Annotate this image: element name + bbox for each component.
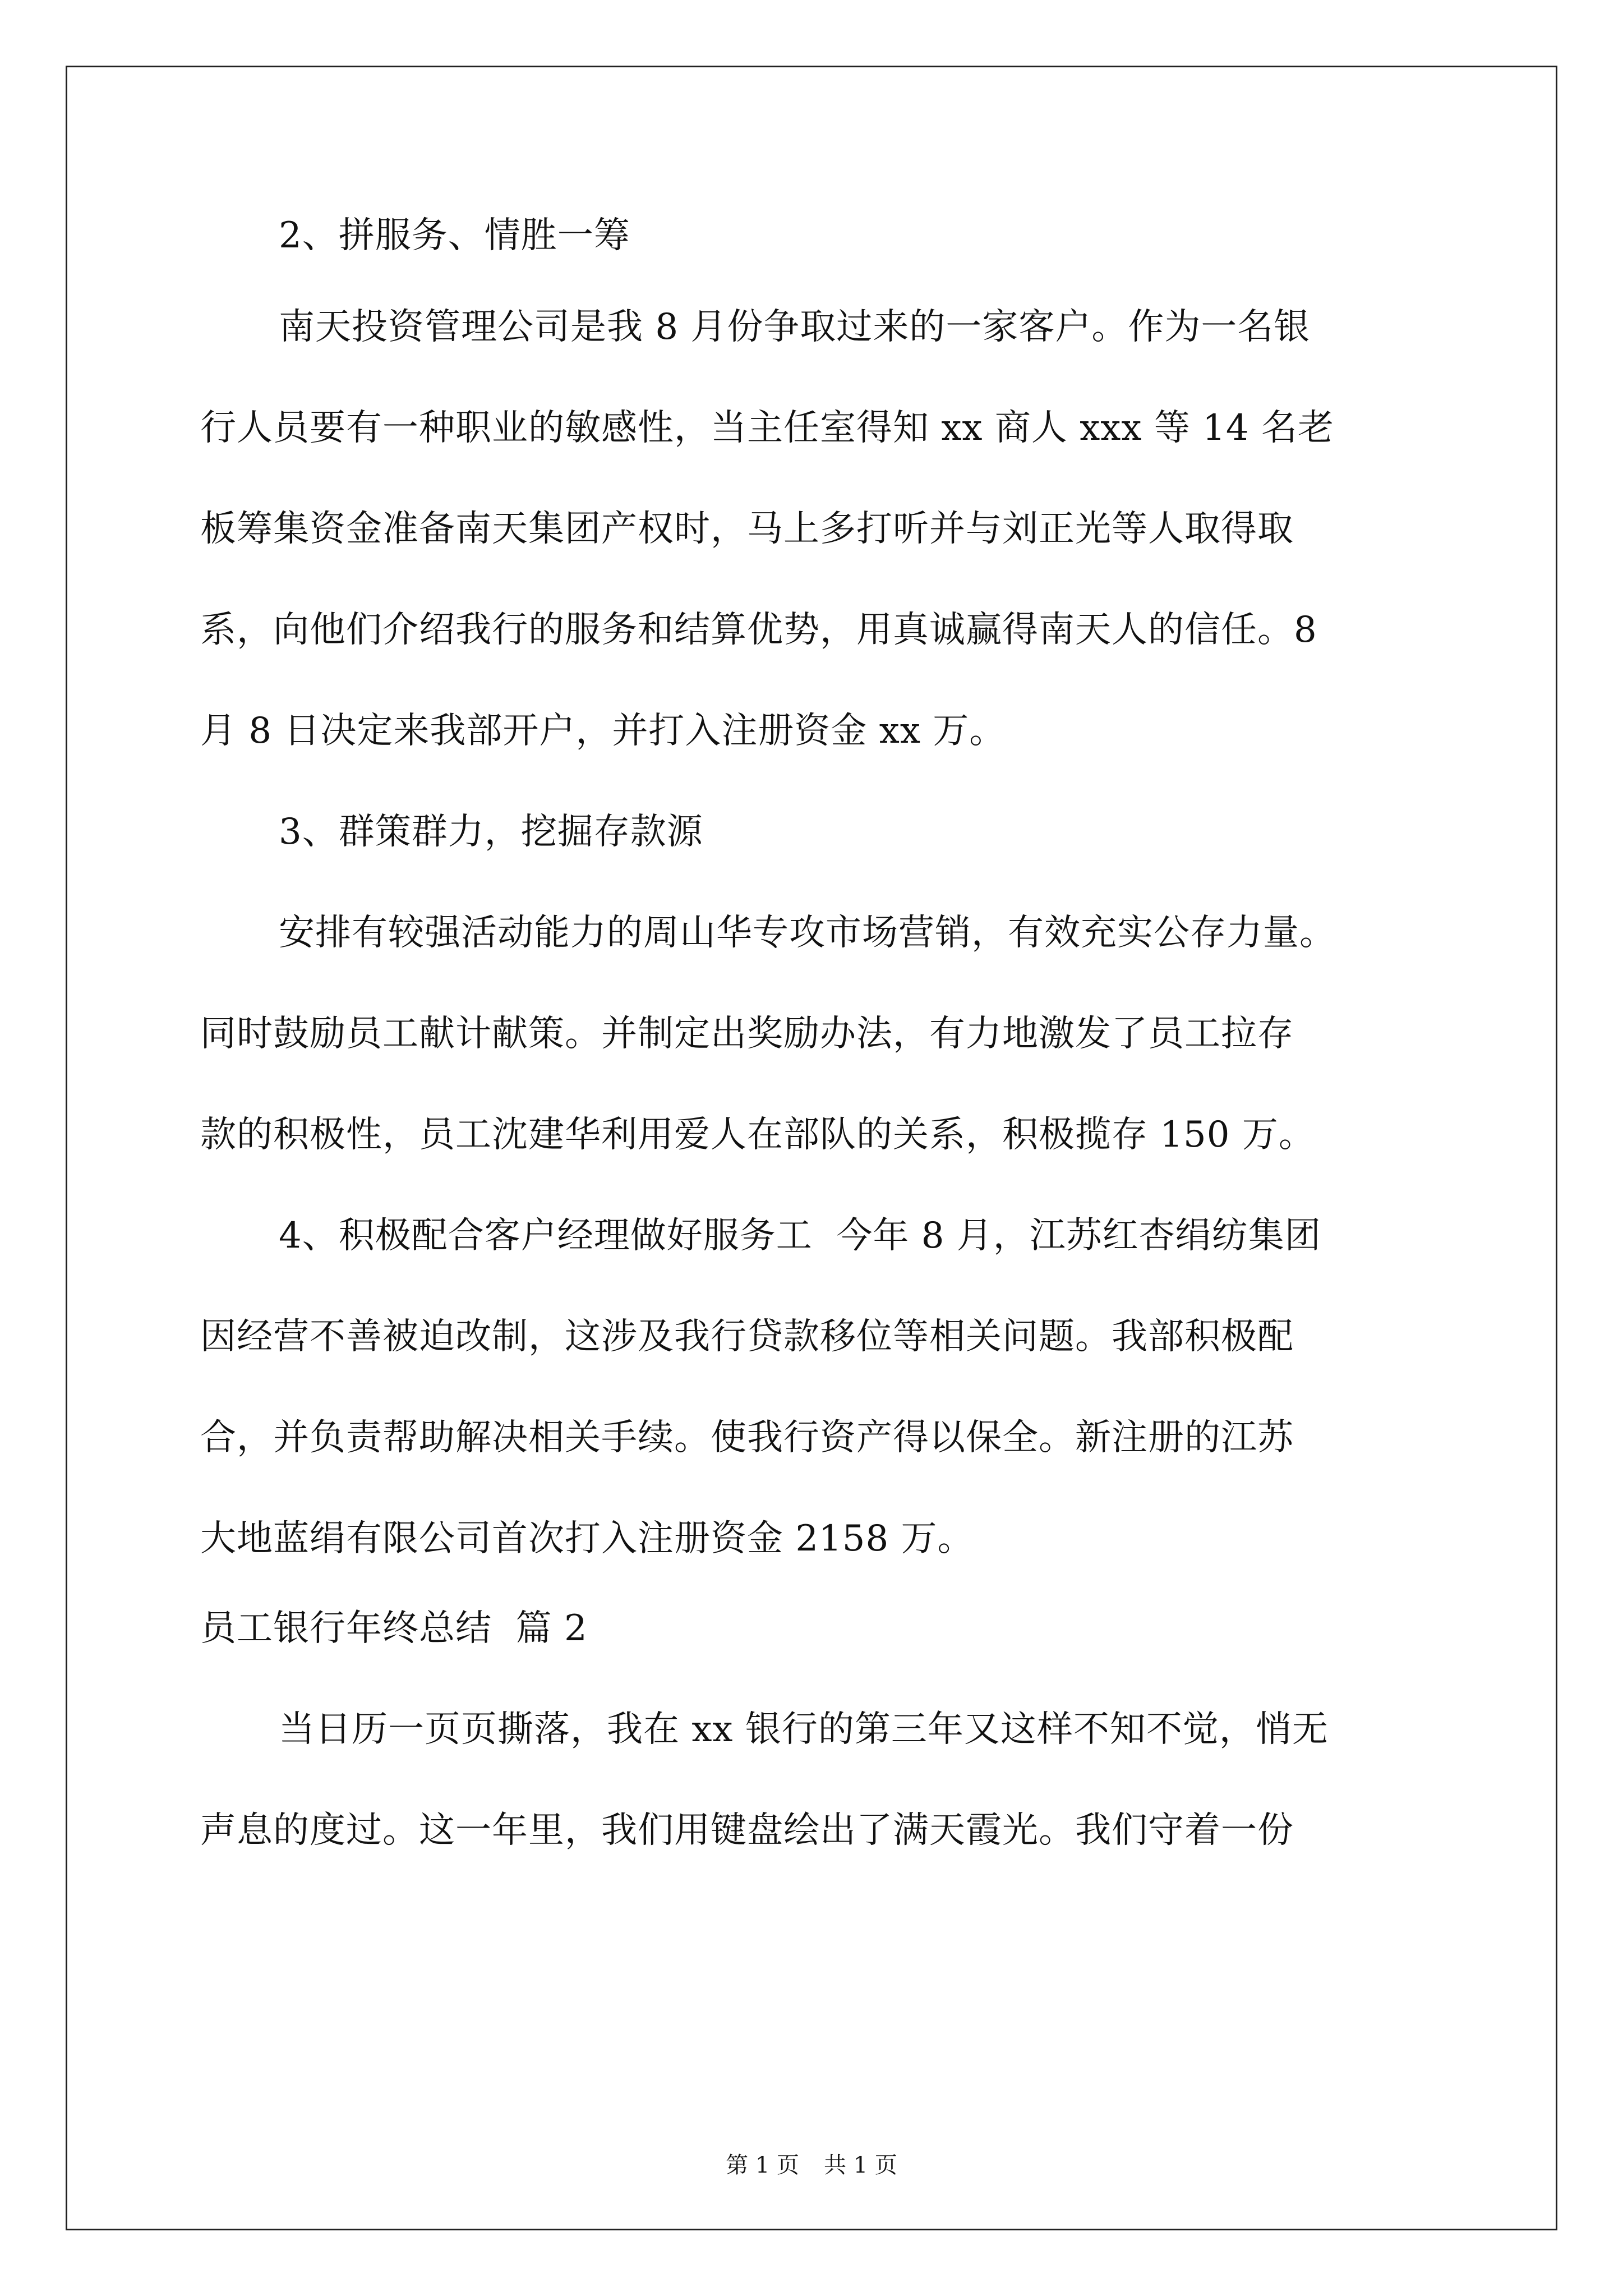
section-heading-2: 2、拼服务、情胜一筹 <box>279 215 630 256</box>
page-footer <box>0 2151 1623 2179</box>
paragraph-line: 因经营不善被迫改制，这涉及我行贷款移位等相关问题。我部积极配 <box>200 1316 1294 1358</box>
paragraph-line: 款的积极性，员工沈建华利用爱人在部队的关系，积极揽存 150 万。 <box>200 1114 1315 1156</box>
paragraph-line: 南天投资管理公司是我 8 月份争取过来的一家客户。作为一名银 <box>279 306 1311 348</box>
paragraph-line: 月 8 日决定来我部开户，并打入注册资金 xx 万。 <box>200 710 1006 752</box>
article-title: 员工银行年终总结 篇 2 <box>200 1608 588 1649</box>
paragraph-line: 行人员要有一种职业的敏感性，当主任室得知 xx 商人 xxx 等 14 名老 <box>200 407 1334 449</box>
page-number: 第 1 页 <box>726 2152 799 2178</box>
page-total: 共 1 页 <box>824 2152 897 2178</box>
paragraph-line: 安排有较强活动能力的周山华专攻市场营销，有效充实公存力量。 <box>279 912 1336 954</box>
paragraph-line: 当日历一页页撕落，我在 xx 银行的第三年又这样不知不觉，悄无 <box>279 1709 1329 1750</box>
paragraph-line: 系，向他们介绍我行的服务和结算优势，用真诚赢得南天人的信任。8 <box>200 609 1317 651</box>
paragraph-line: 合，并负责帮助解决相关手续。使我行资产得以保全。新注册的江苏 <box>200 1417 1294 1458</box>
paragraph-line: 同时鼓励员工献计献策。并制定出奖励办法，有力地激发了员工拉存 <box>200 1013 1294 1055</box>
paragraph-line: 板筹集资金准备南天集团产权时，马上多打听并与刘正光等人取得取 <box>200 508 1294 550</box>
paragraph-line: 声息的度过。这一年里，我们用键盘绘出了满天霞光。我们守着一份 <box>200 1810 1294 1851</box>
section-heading-3: 3、群策群力，挖掘存款源 <box>279 811 703 853</box>
paragraph-line: 4、积极配合客户经理做好服务工 今年 8 月，江苏红杏绢纺集团 <box>279 1215 1321 1257</box>
paragraph-line: 大地蓝绢有限公司首次打入注册资金 2158 万。 <box>200 1518 974 1559</box>
